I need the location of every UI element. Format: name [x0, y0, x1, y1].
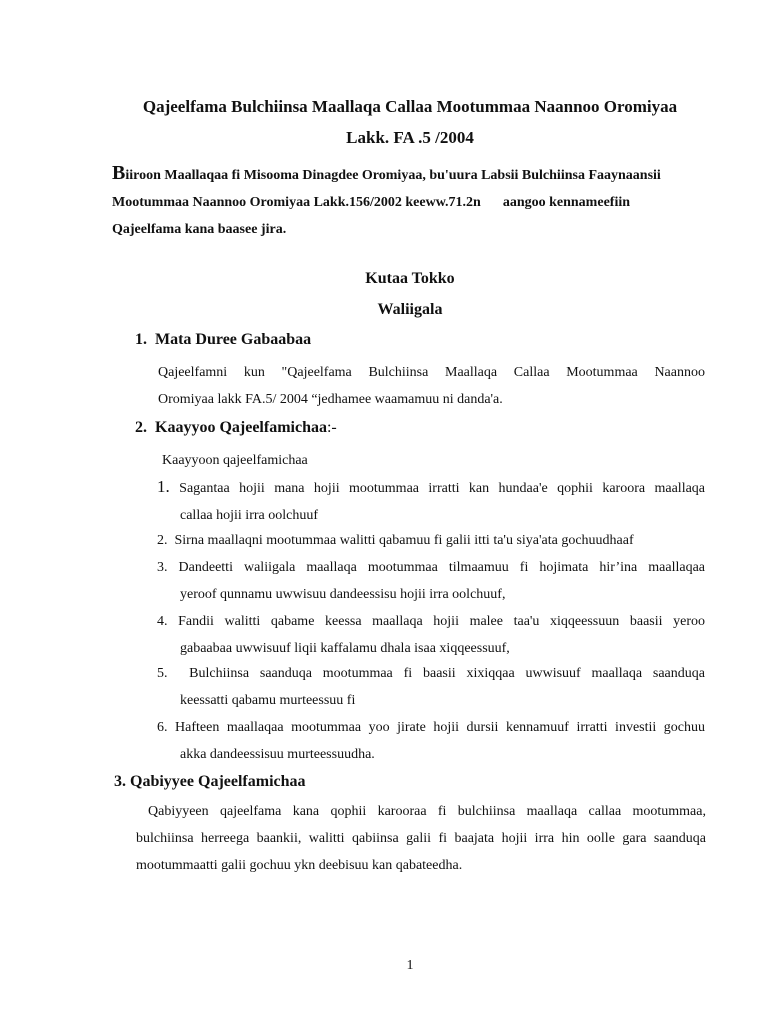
- section-1-line-2: Oromiyaa lakk FA.5/ 2004 “jedhamee waamamuu ni danda'a.: [158, 392, 503, 407]
- intro-line-3: Qajeelfama kana baasee jira.: [112, 222, 287, 237]
- list-item-text: Bulchiinsa saanduqa mootummaa fi baasii xixiqqaa uwwisuuf maallaqa saanduqa: [189, 666, 705, 681]
- intro-paragraph: [112, 160, 672, 243]
- section-3-heading: [114, 773, 306, 791]
- intro-line-2: [112, 189, 672, 216]
- list-item: [157, 608, 705, 662]
- section-1-number: 1.: [135, 331, 147, 348]
- list-item-text-cont: akka dandeessisuu murteessuudha.: [180, 747, 375, 762]
- intro-line-1-text: iiroon Maallaqaa fi Misooma Dinagdee Oromiyaa, bu'uura Labsii Bulchiinsa Faaynaansii: [125, 168, 661, 183]
- section-3-line-3: mootummaatti galii gochuu ykn deebisuu kan qabateedha.: [136, 858, 463, 873]
- section-3-paragraph: [136, 798, 706, 879]
- list-item: [157, 660, 705, 714]
- list-item-text: Sagantaa hojii mana hojii mootummaa irratti kan hundaa'e qophii karoora maallaqa: [179, 481, 706, 496]
- list-item-text-cont: keessatti qabamu murteessuu fi: [180, 693, 356, 708]
- intro-drop-letter: B: [112, 162, 126, 184]
- list-item-number: 5.: [157, 666, 168, 681]
- section-2-title: Kaayyoo Qajeelfamichaa: [155, 419, 327, 436]
- chapter-subtitle: Waliigala: [377, 301, 443, 318]
- section-1-line-1: Qajeelfamni kun "Qajeelfama Bulchiinsa Maallaqa Callaa Mootummaa Naannoo: [158, 365, 705, 380]
- page-number: 1: [406, 958, 414, 973]
- list-item-text: Sirna maallaqni mootummaa walitti qabamuu fi galii itti ta'u siya'ata gochuudhaaf: [174, 533, 634, 548]
- list-item: [157, 473, 705, 529]
- list-item-text: Fandii walitti qabame keessa maallaqa hojii malee taa'u xiqqeessuun baasii yeroo: [178, 614, 705, 629]
- list-item-text: Dandeetti waliigala maallaqa mootummaa tilmaamuu fi hojimata hir’ina maallaqaa: [178, 560, 705, 575]
- list-item-number: 4.: [157, 614, 168, 629]
- document-title: Qajeelfama Bulchiinsa Maallaqa Callaa Mootummaa Naannoo Oromiyaa: [142, 97, 678, 116]
- intro-line-2a: Mootummaa Naannoo Oromiyaa Lakk.156/2002 keeww.71.2n: [112, 195, 481, 210]
- intro-line-1: [112, 160, 672, 189]
- list-item-text-cont: callaa hojii irra oolchuuf: [180, 508, 318, 523]
- list-item: [157, 714, 705, 768]
- list-item-text-cont: yeroof qunnamu uwwisuu dandeessisu hojii irra oolchuuf,: [180, 587, 506, 602]
- section-3-line-2: bulchiinsa herreega baankii, walitti qabiinsa galii fi baajata hojii irra hin oolle gara saanduqa: [136, 831, 706, 846]
- list-item-text: Hafteen maallaqaa mootummaa yoo jirate hojii dursii kennamuuf irratti investii gochuu: [175, 720, 705, 735]
- section-2-heading: [135, 419, 337, 437]
- list-item-text-cont: gabaabaa uwwisuuf liqii kaffalamu dhala isaa xiqqeessuuf,: [180, 641, 510, 656]
- section-1-heading: [135, 331, 311, 349]
- list-item: [157, 527, 705, 554]
- section-3-title: Qabiyyee Qajeelfamichaa: [130, 773, 306, 790]
- intro-line-2b: aangoo kennameefiin: [502, 195, 631, 210]
- list-item-number: 2.: [157, 533, 168, 548]
- section-2-number: 2.: [135, 419, 147, 436]
- list-item-number: 1.: [157, 477, 170, 496]
- section-1-title: Mata Duree Gabaabaa: [155, 331, 312, 348]
- chapter-title: Kutaa Tokko: [365, 270, 455, 287]
- document-number: Lakk. FA .5 /2004: [346, 128, 474, 147]
- list-item-number: 6.: [157, 720, 168, 735]
- list-item-number: 3.: [157, 560, 168, 575]
- section-3-line-1: Qabiyyeen qajeelfama kana qophii karooraa fi bulchiinsa maallaqa callaa mootummaa,: [148, 804, 706, 819]
- section-3-number: 3.: [114, 773, 126, 790]
- section-2-title-suffix: :-: [326, 419, 337, 436]
- section-2-intro: Kaayyoon qajeelfamichaa: [162, 453, 308, 468]
- list-item: [157, 554, 705, 608]
- section-1-paragraph: [158, 359, 705, 413]
